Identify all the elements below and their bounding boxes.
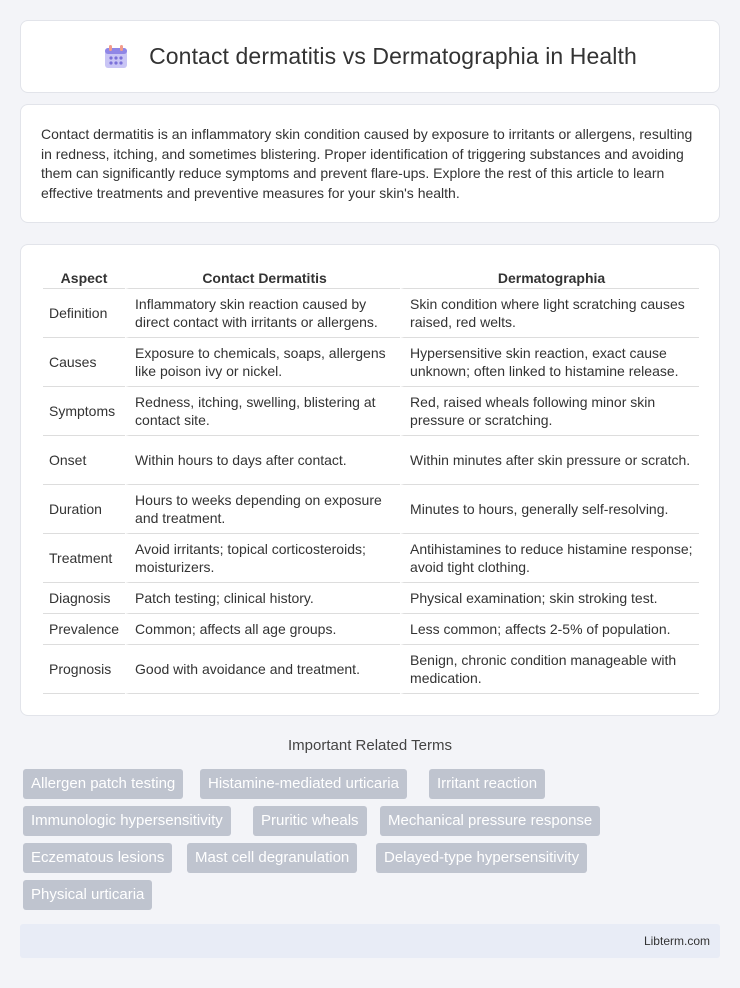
page-title: Contact dermatitis vs Dermatographia in Health	[149, 43, 637, 69]
header-contact-dermatitis: Contact Dermatitis	[125, 265, 400, 289]
related-terms-title: Important Related Terms	[288, 737, 452, 754]
contact-dermatitis-cell: Hours to weeks depending on exposure and treatment.	[125, 485, 400, 534]
comparison-table-card	[20, 244, 720, 716]
term-tag[interactable]: Immunologic hypersensitivity	[23, 806, 231, 836]
calendar-icon	[103, 44, 129, 70]
term-tag[interactable]: Eczematous lesions	[23, 843, 172, 873]
table-row	[43, 583, 699, 614]
contact-dermatitis-cell: Within hours to days after contact.	[125, 436, 400, 485]
contact-dermatitis-cell: Patch testing; clinical history.	[125, 583, 400, 614]
intro-card	[20, 104, 720, 223]
header-card	[20, 20, 720, 93]
contact-dermatitis-cell: Common; affects all age groups.	[125, 614, 400, 645]
term-tag[interactable]: Allergen patch testing	[23, 769, 183, 799]
aspect-cell: Definition	[43, 289, 125, 338]
table-row	[43, 485, 699, 534]
header-aspect: Aspect	[43, 265, 125, 289]
aspect-cell: Prognosis	[43, 645, 125, 694]
table-row	[43, 387, 699, 436]
aspect-cell: Diagnosis	[43, 583, 125, 614]
aspect-cell: Onset	[43, 436, 125, 485]
dermatographia-cell: Red, raised wheals following minor skin pressure or scratching.	[400, 387, 699, 436]
table-row	[43, 338, 699, 387]
footer-site-link[interactable]: Libterm.com	[643, 934, 710, 948]
term-tag[interactable]: Irritant reaction	[429, 769, 545, 799]
footer	[20, 924, 720, 958]
table-row	[43, 645, 699, 694]
aspect-cell: Treatment	[43, 534, 125, 583]
term-tag[interactable]: Mast cell degranulation	[187, 843, 357, 873]
dermatographia-cell: Hypersensitive skin reaction, exact cause unknown; often linked to histamine release.	[400, 338, 699, 387]
dermatographia-cell: Physical examination; skin stroking test.	[400, 583, 699, 614]
term-tag[interactable]: Histamine-mediated urticaria	[200, 769, 407, 799]
term-tag[interactable]: Physical urticaria	[23, 880, 152, 910]
table-row	[43, 436, 699, 485]
table-row	[43, 289, 699, 338]
aspect-cell: Symptoms	[43, 387, 125, 436]
dermatographia-cell: Antihistamines to reduce histamine response; avoid tight clothing.	[400, 534, 699, 583]
table-row	[43, 614, 699, 645]
dermatographia-cell: Within minutes after skin pressure or scratch.	[400, 436, 699, 485]
contact-dermatitis-cell: Exposure to chemicals, soaps, allergens like poison ivy or nickel.	[125, 338, 400, 387]
contact-dermatitis-cell: Redness, itching, swelling, blistering at contact site.	[125, 387, 400, 436]
contact-dermatitis-cell: Avoid irritants; topical corticosteroids; moisturizers.	[125, 534, 400, 583]
aspect-cell: Duration	[43, 485, 125, 534]
header-dermatographia: Dermatographia	[400, 265, 699, 289]
term-tag[interactable]: Mechanical pressure response	[380, 806, 600, 836]
dermatographia-cell: Less common; affects 2-5% of population.	[400, 614, 699, 645]
contact-dermatitis-cell: Good with avoidance and treatment.	[125, 645, 400, 694]
dermatographia-cell: Minutes to hours, generally self-resolving.	[400, 485, 699, 534]
contact-dermatitis-cell: Inflammatory skin reaction caused by direct contact with irritants or allergens.	[125, 289, 400, 338]
term-tag[interactable]: Pruritic wheals	[253, 806, 367, 836]
dermatographia-cell: Skin condition where light scratching causes raised, red welts.	[400, 289, 699, 338]
intro-paragraph: Contact dermatitis is an inflammatory skin condition caused by exposure to irritants or allergens, resulting in redness, itching, and sometimes blistering. Proper identification of triggering substances and avoiding them can significantly reduce symptoms and prevent flare-ups. Explore the rest of this article to learn effective treatments and preventive measures for your skin's health.	[41, 126, 693, 201]
table-row	[43, 534, 699, 583]
term-tag[interactable]: Delayed-type hypersensitivity	[376, 843, 587, 873]
aspect-cell: Causes	[43, 338, 125, 387]
aspect-cell: Prevalence	[43, 614, 125, 645]
comparison-table	[43, 265, 699, 694]
dermatographia-cell: Benign, chronic condition manageable with medication.	[400, 645, 699, 694]
